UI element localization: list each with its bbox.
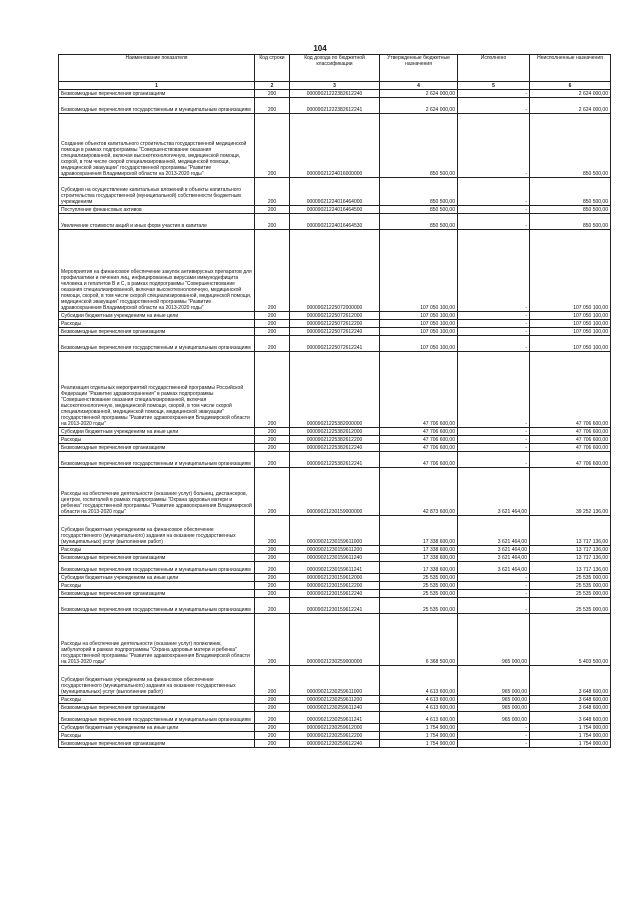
budget-code: 00009021225072612200 <box>290 320 380 328</box>
indicator-name: Расходы <box>59 546 255 554</box>
line-code: 200 <box>255 574 290 582</box>
line-code: 200 <box>255 546 290 554</box>
unexecuted-amount: 25 535 000,00 <box>530 582 611 590</box>
budget-code: 00009021230159611000 <box>290 516 380 546</box>
approved-amount: 1 754 900,00 <box>380 732 458 740</box>
approved-amount: 107 050 100,00 <box>380 336 458 352</box>
executed-amount: - <box>458 312 530 320</box>
table-row <box>59 320 611 328</box>
indicator-name: Расходы <box>59 696 255 704</box>
indicator-name: Безвозмездные перечисления организациям <box>59 590 255 598</box>
column-index: 4 <box>380 82 458 90</box>
header-budget-code: Код дохода по бюджетной классификации <box>290 55 380 82</box>
table-row <box>59 312 611 320</box>
line-code: 200 <box>255 206 290 214</box>
table-row <box>59 328 611 336</box>
unexecuted-amount: 47 706 600,00 <box>530 444 611 452</box>
unexecuted-amount: 1 754 900,00 <box>530 724 611 732</box>
budget-code: 00009021225382612240 <box>290 444 380 452</box>
executed-amount: 965 000,00 <box>458 696 530 704</box>
budget-code: 00009021230159611241 <box>290 562 380 574</box>
line-code: 200 <box>255 666 290 696</box>
budget-code: 00009021222382612240 <box>290 90 380 98</box>
line-code: 200 <box>255 468 290 516</box>
budget-code: 00009021230259611000 <box>290 666 380 696</box>
unexecuted-amount: 25 535 000,00 <box>530 590 611 598</box>
line-code: 200 <box>255 328 290 336</box>
indicator-name: Безвозмездные перечисления государственным и муниципальным организациям <box>59 452 255 468</box>
approved-amount: 42 873 600,00 <box>380 468 458 516</box>
line-code: 200 <box>255 452 290 468</box>
budget-code: 00009021225072612240 <box>290 328 380 336</box>
column-index: 3 <box>290 82 380 90</box>
unexecuted-amount: 850 500,00 <box>530 178 611 206</box>
approved-amount: 850 500,00 <box>380 178 458 206</box>
approved-amount: 17 338 600,00 <box>380 562 458 574</box>
indicator-name: Безвозмездные перечисления государственным и муниципальным организациям <box>59 598 255 614</box>
line-code: 200 <box>255 444 290 452</box>
executed-amount: - <box>458 206 530 214</box>
approved-amount: 25 535 000,00 <box>380 582 458 590</box>
column-index: 2 <box>255 82 290 90</box>
approved-amount: 107 050 100,00 <box>380 312 458 320</box>
table-row <box>59 468 611 516</box>
executed-amount: - <box>458 320 530 328</box>
unexecuted-amount: 1 754 900,00 <box>530 732 611 740</box>
line-code: 200 <box>255 614 290 666</box>
unexecuted-amount: 3 648 600,00 <box>530 696 611 704</box>
unexecuted-amount: 25 535 000,00 <box>530 598 611 614</box>
table-row <box>59 178 611 206</box>
header-approved: Утвержденные бюджетные назначения <box>380 55 458 82</box>
executed-amount: - <box>458 336 530 352</box>
executed-amount: - <box>458 582 530 590</box>
line-code: 200 <box>255 312 290 320</box>
executed-amount: - <box>458 724 530 732</box>
budget-code: 00009021230259612000 <box>290 724 380 732</box>
line-code: 200 <box>255 696 290 704</box>
line-code: 200 <box>255 724 290 732</box>
page-number: 104 <box>313 44 327 53</box>
line-code: 200 <box>255 336 290 352</box>
budget-code: 00009021225382000000 <box>290 352 380 428</box>
approved-amount: 850 500,00 <box>380 114 458 178</box>
table-row <box>59 574 611 582</box>
executed-amount: - <box>458 428 530 436</box>
unexecuted-amount: 2 624 000,00 <box>530 98 611 114</box>
executed-amount: - <box>458 436 530 444</box>
executed-amount: - <box>458 590 530 598</box>
table-row <box>59 428 611 436</box>
indicator-name: Создание объектов капитального строительства государственной медицинской помощи в рамках подпрограммы "Совершенствование оказания специализированной, включая высокотехнологичную, медицинской помощи, скорой, в том числе скорой специализированной, медицинской помощи, медицинской эвакуации" государственной программы "Развитие здравоохранения Владимирской области на 2013-2020 годы" <box>59 114 255 178</box>
table-row <box>59 214 611 230</box>
indicator-name: Увеличение стоимости акций и иных форм участия в капитале <box>59 214 255 230</box>
unexecuted-amount: 3 648 600,00 <box>530 704 611 712</box>
executed-amount: 965 000,00 <box>458 666 530 696</box>
table-row <box>59 452 611 468</box>
unexecuted-amount: 3 648 600,00 <box>530 712 611 724</box>
approved-amount: 2 624 000,00 <box>380 90 458 98</box>
indicator-name: Расходы на обеспечение деятельности (оказание услуг) поликлиник, амбулаторий в рамках подпрограммы "Охрана здоровья матери и ребенка" государственной программы "Развитие здравоохранения Владимирской области на 2013-2020 годы" <box>59 614 255 666</box>
budget-code: 00009021224016464000 <box>290 178 380 206</box>
budget-code: 00009021225382612200 <box>290 436 380 444</box>
executed-amount: 965 000,00 <box>458 614 530 666</box>
approved-amount: 25 535 000,00 <box>380 574 458 582</box>
unexecuted-amount: 3 648 600,00 <box>530 666 611 696</box>
header-line-code: Код строки <box>255 55 290 82</box>
table-body <box>59 90 611 748</box>
indicator-name: Безвозмездные перечисления организациям <box>59 90 255 98</box>
table-row <box>59 724 611 732</box>
table-row <box>59 704 611 712</box>
budget-code: 00009021230159612000 <box>290 574 380 582</box>
line-code: 200 <box>255 178 290 206</box>
approved-amount: 1 754 900,00 <box>380 740 458 748</box>
approved-amount: 25 535 000,00 <box>380 598 458 614</box>
unexecuted-amount: 107 050 100,00 <box>530 230 611 312</box>
executed-amount: - <box>458 230 530 312</box>
indicator-name: Расходы <box>59 436 255 444</box>
approved-amount: 17 338 600,00 <box>380 554 458 562</box>
approved-amount: 4 613 600,00 <box>380 696 458 704</box>
executed-amount: 965 000,00 <box>458 704 530 712</box>
unexecuted-amount: 107 050 100,00 <box>530 312 611 320</box>
executed-amount: - <box>458 98 530 114</box>
approved-amount: 107 050 100,00 <box>380 320 458 328</box>
line-code: 200 <box>255 230 290 312</box>
line-code: 200 <box>255 562 290 574</box>
budget-code: 00009021230259612200 <box>290 732 380 740</box>
table-row <box>59 98 611 114</box>
executed-amount: 3 621 464,00 <box>458 468 530 516</box>
column-index: 5 <box>458 82 530 90</box>
table-row <box>59 230 611 312</box>
table-row <box>59 114 611 178</box>
table-row <box>59 614 611 666</box>
column-index-row <box>59 82 611 90</box>
unexecuted-amount: 13 717 136,00 <box>530 516 611 546</box>
line-code: 200 <box>255 352 290 428</box>
table-row <box>59 590 611 598</box>
approved-amount: 47 706 600,00 <box>380 352 458 428</box>
column-index: 1 <box>59 82 255 90</box>
approved-amount: 850 500,00 <box>380 206 458 214</box>
line-code: 200 <box>255 214 290 230</box>
budget-code: 00009021225072612000 <box>290 312 380 320</box>
executed-amount: - <box>458 732 530 740</box>
table-row <box>59 732 611 740</box>
approved-amount: 47 706 600,00 <box>380 452 458 468</box>
budget-code: 00009021230259612240 <box>290 740 380 748</box>
table-row <box>59 562 611 574</box>
budget-code: 00009021230259611240 <box>290 704 380 712</box>
unexecuted-amount: 1 754 900,00 <box>530 740 611 748</box>
table-row <box>59 206 611 214</box>
table-row <box>59 582 611 590</box>
unexecuted-amount: 107 050 100,00 <box>530 328 611 336</box>
budget-code: 00009021224016000000 <box>290 114 380 178</box>
unexecuted-amount: 39 252 136,00 <box>530 468 611 516</box>
indicator-name: Безвозмездные перечисления государственным и муниципальным организациям <box>59 562 255 574</box>
indicator-name: Расходы <box>59 582 255 590</box>
indicator-name: Реализация отдельных мероприятий государственной программы Российской Федерации "Развитие здравоохранения" в рамках подпрограммы "Совершенствование оказания специализированной, включая высокотехнологичную, медицинской помощи, скорой, в том числе скорой специализированной, медицинской помощи, медицинской эвакуации" государственной программы "Развитие здравоохранения Владимирской области на 2013-2020 годы" <box>59 352 255 428</box>
line-code: 200 <box>255 98 290 114</box>
approved-amount: 2 624 000,00 <box>380 98 458 114</box>
table-row <box>59 436 611 444</box>
indicator-name: Безвозмездные перечисления организациям <box>59 328 255 336</box>
unexecuted-amount: 13 717 136,00 <box>530 554 611 562</box>
header-unexecuted: Неисполненные назначения <box>530 55 611 82</box>
line-code: 200 <box>255 320 290 328</box>
approved-amount: 1 754 900,00 <box>380 724 458 732</box>
executed-amount: 965 000,00 <box>458 712 530 724</box>
unexecuted-amount: 25 535 000,00 <box>530 574 611 582</box>
table-row <box>59 712 611 724</box>
indicator-name: Безвозмездные перечисления государственным и муниципальным организациям <box>59 98 255 114</box>
executed-amount: - <box>458 114 530 178</box>
approved-amount: 4 613 600,00 <box>380 704 458 712</box>
line-code: 200 <box>255 598 290 614</box>
table-row <box>59 352 611 428</box>
indicator-name: Поступление финансовых активов <box>59 206 255 214</box>
unexecuted-amount: 5 403 500,00 <box>530 614 611 666</box>
indicator-name: Расходы на обеспечение деятельности (оказание услуг) больниц, диспансеров, центров, госпиталей в рамках подпрограммы "Охрана здоровья матери и ребенка" государственной программы "Развитие здравоохранения Владимирской области на 2013-2020 годы" <box>59 468 255 516</box>
unexecuted-amount: 13 717 136,00 <box>530 562 611 574</box>
indicator-name: Безвозмездные перечисления организациям <box>59 554 255 562</box>
executed-amount: - <box>458 214 530 230</box>
unexecuted-amount: 2 624 000,00 <box>530 90 611 98</box>
executed-amount: 3 621 464,00 <box>458 562 530 574</box>
column-index: 6 <box>530 82 611 90</box>
budget-code: 00009021230259611200 <box>290 696 380 704</box>
approved-amount: 25 535 000,00 <box>380 590 458 598</box>
indicator-name: Субсидии на осуществление капитальных вложений в объекты капитального строительства государственной (муниципальной) собственности бюджетным учреждениям <box>59 178 255 206</box>
budget-code: 00009021230159000000 <box>290 468 380 516</box>
indicator-name: Безвозмездные перечисления организациям <box>59 444 255 452</box>
table-row <box>59 554 611 562</box>
unexecuted-amount: 107 050 100,00 <box>530 320 611 328</box>
approved-amount: 17 338 600,00 <box>380 516 458 546</box>
budget-code: 00009021230159611200 <box>290 546 380 554</box>
executed-amount: - <box>458 328 530 336</box>
unexecuted-amount: 850 500,00 <box>530 206 611 214</box>
table-row <box>59 546 611 554</box>
indicator-name: Безвозмездные перечисления организациям <box>59 704 255 712</box>
executed-amount: - <box>458 178 530 206</box>
line-code: 200 <box>255 704 290 712</box>
unexecuted-amount: 47 706 600,00 <box>530 428 611 436</box>
line-code: 200 <box>255 732 290 740</box>
table-row <box>59 444 611 452</box>
executed-amount: - <box>458 740 530 748</box>
budget-code: 00009021222382612241 <box>290 98 380 114</box>
budget-code: 00009021225382612000 <box>290 428 380 436</box>
approved-amount: 850 500,00 <box>380 214 458 230</box>
budget-code: 00009021225072612241 <box>290 336 380 352</box>
executed-amount: 3 621 464,00 <box>458 554 530 562</box>
budget-code: 00009021224016464500 <box>290 206 380 214</box>
budget-code: 00009021230259611241 <box>290 712 380 724</box>
approved-amount: 4 613 600,00 <box>380 666 458 696</box>
line-code: 200 <box>255 582 290 590</box>
table-row <box>59 90 611 98</box>
budget-code: 00009021224016464530 <box>290 214 380 230</box>
approved-amount: 107 050 100,00 <box>380 230 458 312</box>
indicator-name: Субсидии бюджетным учреждениям на иные цели <box>59 574 255 582</box>
budget-code: 00009021230159612241 <box>290 598 380 614</box>
indicator-name: Субсидии бюджетным учреждениям на иные цели <box>59 724 255 732</box>
executed-amount: - <box>458 444 530 452</box>
indicator-name: Мероприятия на финансовое обеспечение закупок антивирусных препаратов для профилактики и лечения лиц, инфицированных вирусами иммунодефицита человека и гепатитов B и C, в рамках подпрограммы "Совершенствование оказания специализированной, включая высокотехнологичную, медицинской помощи, скорой, в том числе скорой специализированной, медицинской помощи, медицинской эвакуации" государственной программы "Развитие здравоохранения Владимирской области на 2013-2020 годы" <box>59 230 255 312</box>
indicator-name: Субсидии бюджетным учреждениям на финансовое обеспечение государственного (муниципального) задания на оказание государственных (муниципальных) услуг (выполнение работ) <box>59 516 255 546</box>
executed-amount: 3 621 464,00 <box>458 546 530 554</box>
approved-amount: 107 050 100,00 <box>380 328 458 336</box>
executed-amount: - <box>458 352 530 428</box>
budget-code: 00009021230159611240 <box>290 554 380 562</box>
header-indicator-name: Наименование показателя <box>59 55 255 82</box>
line-code: 200 <box>255 712 290 724</box>
budget-execution-table <box>58 54 611 748</box>
approved-amount: 4 613 600,00 <box>380 712 458 724</box>
header-executed: Исполнено <box>458 55 530 82</box>
line-code: 200 <box>255 114 290 178</box>
budget-code: 00009021225072000000 <box>290 230 380 312</box>
approved-amount: 47 706 600,00 <box>380 436 458 444</box>
approved-amount: 47 706 600,00 <box>380 444 458 452</box>
budget-code: 00009021230159612200 <box>290 582 380 590</box>
budget-code: 00009021230159612240 <box>290 590 380 598</box>
line-code: 200 <box>255 516 290 546</box>
line-code: 200 <box>255 554 290 562</box>
indicator-name: Безвозмездные перечисления государственным и муниципальным организациям <box>59 712 255 724</box>
line-code: 200 <box>255 428 290 436</box>
executed-amount: - <box>458 574 530 582</box>
indicator-name: Расходы <box>59 320 255 328</box>
budget-code: 00009021225382612241 <box>290 452 380 468</box>
line-code: 200 <box>255 590 290 598</box>
approved-amount: 47 706 600,00 <box>380 428 458 436</box>
table-row <box>59 666 611 696</box>
line-code: 200 <box>255 740 290 748</box>
line-code: 200 <box>255 90 290 98</box>
indicator-name: Расходы <box>59 732 255 740</box>
unexecuted-amount: 47 706 600,00 <box>530 436 611 444</box>
unexecuted-amount: 107 050 100,00 <box>530 336 611 352</box>
table-header-row <box>59 55 611 82</box>
indicator-name: Субсидии бюджетным учреждениям на иные цели <box>59 312 255 320</box>
table-row <box>59 740 611 748</box>
approved-amount: 17 338 600,00 <box>380 546 458 554</box>
executed-amount: 3 621 464,00 <box>458 516 530 546</box>
indicator-name: Безвозмездные перечисления государственным и муниципальным организациям <box>59 336 255 352</box>
indicator-name: Субсидии бюджетным учреждениям на финансовое обеспечение государственного (муниципального) задания на оказание государственных (муниципальных) услуг (выполнение работ) <box>59 666 255 696</box>
executed-amount: - <box>458 90 530 98</box>
unexecuted-amount: 850 500,00 <box>530 114 611 178</box>
executed-amount: - <box>458 452 530 468</box>
executed-amount: - <box>458 598 530 614</box>
indicator-name: Субсидии бюджетным учреждениям на иные цели <box>59 428 255 436</box>
table-row <box>59 336 611 352</box>
table-row <box>59 696 611 704</box>
table-row <box>59 598 611 614</box>
unexecuted-amount: 47 706 600,00 <box>530 352 611 428</box>
unexecuted-amount: 850 500,00 <box>530 214 611 230</box>
unexecuted-amount: 13 717 136,00 <box>530 546 611 554</box>
line-code: 200 <box>255 436 290 444</box>
budget-code: 00009021230259000000 <box>290 614 380 666</box>
table-row <box>59 516 611 546</box>
approved-amount: 6 368 500,00 <box>380 614 458 666</box>
unexecuted-amount: 47 706 600,00 <box>530 452 611 468</box>
indicator-name: Безвозмездные перечисления организациям <box>59 740 255 748</box>
